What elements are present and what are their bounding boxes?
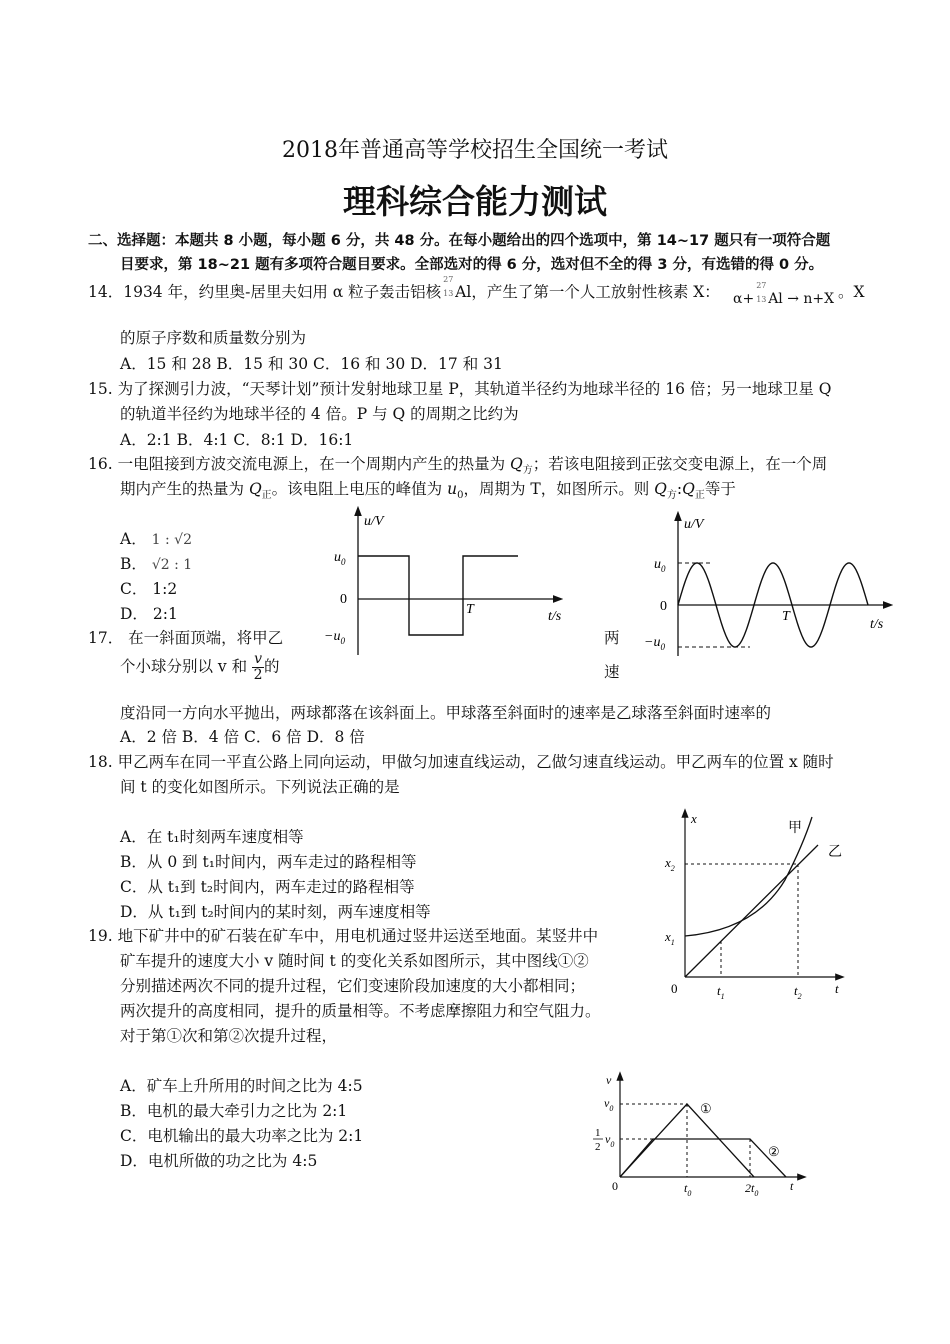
q19-stem-line5: 对于第①次和第②次提升过程， xyxy=(120,1027,338,1045)
q19-stem-line2: 矿车提升的速度大小 v 随时间 t 的变化关系如图所示，其中图线①② xyxy=(120,952,589,970)
q14-reaction: α+ 27 13 Al → n+X xyxy=(733,281,835,307)
t1-label: $t_1$ xyxy=(717,983,725,1001)
xlabel: t/s xyxy=(870,617,884,632)
zero-label: 0 xyxy=(340,592,347,607)
u0-label: $u_0$ xyxy=(334,550,346,567)
q16-option-a: A． 1 : √2 xyxy=(120,530,192,548)
yi-label: 乙 xyxy=(828,845,842,860)
half-den: 2 xyxy=(595,1141,601,1153)
v-label: v xyxy=(606,1073,612,1087)
q18-option-a: A．在 t₁时刻两车速度相等 xyxy=(120,828,304,846)
circle-2-label: ② xyxy=(768,1144,780,1159)
curve-2 xyxy=(620,1139,786,1177)
x2-label: $x_2$ xyxy=(665,855,675,873)
circle-1-label: ① xyxy=(700,1101,712,1116)
x-label: x xyxy=(691,811,697,826)
t-label: t xyxy=(790,1179,794,1193)
xlabel: t/s xyxy=(548,609,562,624)
q15-stem-line1: 15. 为了探测引力波，“天琴计划”预计发射地球卫星 P，其轨道半径约为地球半径的 16 倍；另一地球卫星 Q xyxy=(88,380,832,398)
q17-options: A．2 倍 B．4 倍 C．6 倍 D．8 倍 xyxy=(120,728,365,746)
q17-stem-line1-right: 两 xyxy=(604,629,620,647)
q14-stem-end: 。X xyxy=(838,283,865,301)
v-over-2: $\frac{v}{2}$ xyxy=(253,651,263,683)
q18-option-b: B．从 0 到 t₁时间内，两车走过的路程相等 xyxy=(120,853,417,871)
neg-u0-label: $-u_0$ xyxy=(644,635,665,652)
jia-label: 甲 xyxy=(788,821,802,836)
position-time-graph xyxy=(655,805,855,1005)
x1-label: $x_1$ xyxy=(665,929,675,947)
q17-stem-line1: 17． 在一斜面顶端，将甲乙 xyxy=(88,629,284,647)
q18-option-c: C．从 t₁到 t₂时间内，两车走过的路程相等 xyxy=(120,878,415,896)
half-v0-label: $v_0$ xyxy=(605,1132,615,1149)
al-nuclide: 27 13 xyxy=(443,275,454,298)
section-intro-line2: 目要求，第 18~21 题有多项符合题目要求。全部选对的得 6 分，选对但不全的得 3 分，有选错的得 0 分。 xyxy=(120,257,824,273)
q16-option-d: D． 2:1 xyxy=(120,605,178,623)
period-label: T xyxy=(466,602,474,617)
q19-option-a: A．矿车上升所用的时间之比为 4:5 xyxy=(120,1077,363,1095)
q16-stem-line1: 16. 一电阻接到方波交流电源上，在一个周期内产生的热量为 $Q_方$；若该电阻接到正弦交变电源上，在一个周 xyxy=(88,455,828,477)
q16-option-b: B． √2 : 1 xyxy=(120,555,193,573)
velocity-time-graph xyxy=(590,1070,810,1205)
origin-label: 0 xyxy=(612,1179,618,1193)
q14-stem: 14．1934 年，约里奥-居里夫妇用 α 粒子轰击铝核 27 13 Al，产生了第一个人工放射性核素 X： xyxy=(88,275,720,301)
q18-stem-line1: 18. 甲乙两车在同一平直公路上同向运动，甲做匀加速直线运动，乙做匀速直线运动。甲乙两车的位置 x 随时 xyxy=(88,753,834,771)
t0-label: $t_0$ xyxy=(684,1181,692,1198)
q17-stem-line3: 度沿同一方向水平抛出，两球都落在该斜面上。甲球落至斜面时的速率是乙球落至斜面时速率的 xyxy=(120,704,772,722)
ylabel: u/V xyxy=(684,517,704,532)
zero-label: 0 xyxy=(660,599,667,614)
2t0-label: $2t_0$ xyxy=(745,1181,759,1198)
subject-title: 理科综合能力测试 xyxy=(343,182,607,221)
period-label: T xyxy=(782,609,790,624)
origin-label: 0 xyxy=(671,981,678,996)
square-wave-curve xyxy=(358,556,518,635)
sine-wave-graph xyxy=(640,510,900,660)
t2-label: $t_2$ xyxy=(794,983,802,1001)
v0-label: $v_0$ xyxy=(604,1096,614,1113)
q18-stem-line2: 间 t 的变化如图所示。下列说法正确的是 xyxy=(120,778,400,796)
neg-u0-label: $-u_0$ xyxy=(324,629,345,646)
q19-option-d: D．电机所做的功之比为 4:5 xyxy=(120,1152,318,1170)
q14-options: A．15 和 28 B．15 和 30 C．16 和 30 D．17 和 31 xyxy=(120,355,503,373)
exam-title: 2018年普通高等学校招生全国统一考试 xyxy=(282,138,668,163)
section-intro-line1: 二、选择题：本题共 8 小题，每小题 6 分，共 48 分。在每小题给出的四个选项中，第 14~17 题只有一项符合题 xyxy=(88,233,831,249)
q14-stem-line2: 的原子序数和质量数分别为 xyxy=(120,329,307,347)
q19-stem-line3: 分别描述两次不同的提升过程，它们变速阶段加速度的大小都相同； xyxy=(120,977,586,995)
ylabel: u/V xyxy=(364,514,384,529)
q16-option-c: C． 1:2 xyxy=(120,580,178,598)
t-label: t xyxy=(835,981,839,996)
q17-stem-line2: 个小球分别以 v 和 $\frac{v}{2}$ 的 xyxy=(120,651,280,683)
half-num: 1 xyxy=(595,1127,601,1139)
q17-stem-line2-right: 速 xyxy=(604,663,620,681)
u0-label: $u_0$ xyxy=(654,557,666,574)
square-wave-graph xyxy=(320,505,570,660)
q19-stem-line1: 19. 地下矿井中的矿石装在矿车中，用电机通过竖井运送至地面。某竖井中 xyxy=(88,927,599,945)
q15-stem-line2: 的轨道半径约为地球半径的 4 倍。P 与 Q 的周期之比约为 xyxy=(120,405,519,423)
q18-option-d: D．从 t₁到 t₂时间内的某时刻，两车速度相等 xyxy=(120,903,431,921)
q15-options: A．2:1 B．4:1 C．8:1 D．16:1 xyxy=(120,431,354,449)
q19-option-b: B．电机的最大牵引力之比为 2:1 xyxy=(120,1102,348,1120)
q19-option-c: C．电机输出的最大功率之比为 2:1 xyxy=(120,1127,364,1145)
q16-stem-line2: 期内产生的热量为 $Q_正$。该电阻上电压的峰值为 $u_0$，周期为 T，如图所示。则 $Q_方:Q_正$等于 xyxy=(120,480,736,502)
q19-stem-line4: 两次提升的高度相同，提升的质量相等。不考虑摩擦阻力和空气阻力。 xyxy=(120,1002,601,1020)
